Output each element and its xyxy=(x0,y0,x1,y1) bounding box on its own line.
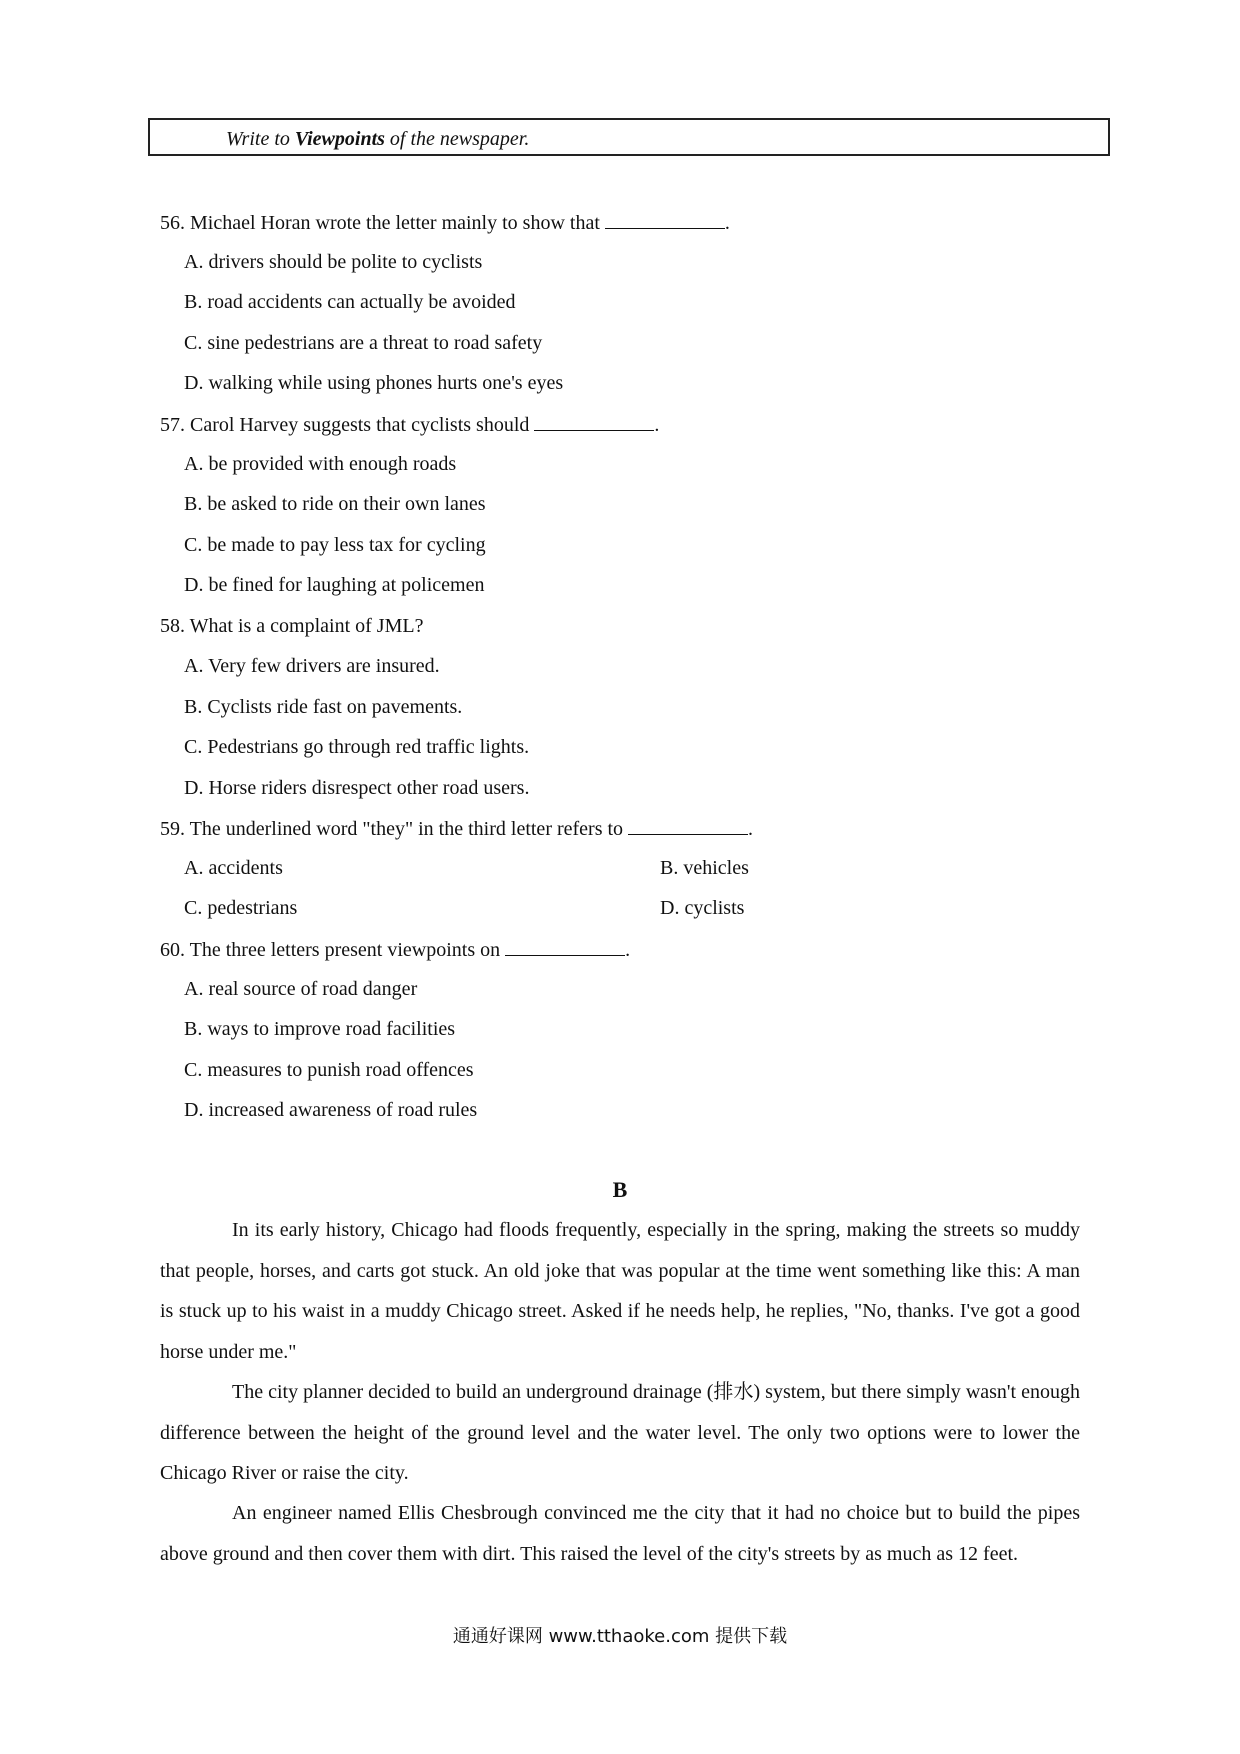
paragraph-1: In its early history, Chicago had floods frequently, especially in the spring, making the streets so muddy that people, horses, and carts got stuck. An old joke that was popular at the time went something like this: A man is stuck up to his waist in a muddy Chicago street. Asked if he needs help, he replies, "No, thanks. I've got a good horse under me." xyxy=(160,1219,1080,1363)
paragraph-3: An engineer named Ellis Chesbrough convinced me the city that it had no choice but to build the pipes above ground and then cover them with dirt. This raised the level of the city's streets by as much as 12 feet. xyxy=(160,1502,1080,1565)
answer-blank xyxy=(505,937,625,956)
question-punct: . xyxy=(748,818,754,840)
question-57-option-c: C. be made to pay less tax for cycling xyxy=(184,534,486,556)
question-text: 57. Carol Harvey suggests that cyclists should xyxy=(160,414,535,436)
answer-blank xyxy=(628,816,748,835)
question-60-option-b: B. ways to improve road facilities xyxy=(184,1018,456,1040)
question-punct: . xyxy=(625,939,631,961)
question-60-option-d: D. increased awareness of road rules xyxy=(184,1099,478,1121)
box-bold: Viewpoints xyxy=(294,128,385,150)
boxed-instruction-text xyxy=(226,128,529,151)
question-57-option-d: D. be fined for laughing at policemen xyxy=(184,574,485,596)
question-59-option-a: A. accidents xyxy=(184,857,283,879)
question-57-option-b: B. be asked to ride on their own lanes xyxy=(184,493,486,515)
question-text: 60. The three letters present viewpoints on xyxy=(160,939,506,961)
question-59-stem xyxy=(160,816,753,841)
question-text: 56. Michael Horan wrote the letter mainly to show that xyxy=(160,212,605,234)
question-56-stem xyxy=(160,210,730,235)
question-56-option-c: C. sine pedestrians are a threat to road safety xyxy=(184,332,543,354)
answer-blank xyxy=(605,210,725,229)
question-57-option-a: A. be provided with enough roads xyxy=(184,453,457,475)
question-56-option-b: B. road accidents can actually be avoided xyxy=(184,291,516,313)
question-text: 59. The underlined word "they" in the third letter refers to xyxy=(160,818,629,840)
question-58-stem: 58. What is a complaint of JML? xyxy=(160,615,424,637)
question-59-option-b: B. vehicles xyxy=(660,857,749,879)
question-58-option-a: A. Very few drivers are insured. xyxy=(184,655,440,677)
question-60-stem xyxy=(160,937,630,962)
question-57-stem xyxy=(160,412,659,437)
question-punct: . xyxy=(724,212,730,234)
footer-credit: 通通好课网 www.tthaoke.com 提供下载 xyxy=(452,1626,788,1647)
question-56-option-d: D. walking while using phones hurts one's eyes xyxy=(184,372,564,394)
box-prefix: Write to xyxy=(226,128,295,150)
question-60-option-c: C. measures to punish road offences xyxy=(184,1059,474,1081)
question-58-option-b: B. Cyclists ride fast on pavements. xyxy=(184,696,463,718)
answer-blank xyxy=(534,412,654,431)
section-heading: B xyxy=(612,1177,628,1202)
question-58-option-d: D. Horse riders disrespect other road users. xyxy=(184,777,530,799)
question-59-option-c: C. pedestrians xyxy=(184,897,298,919)
question-59-option-d: D. cyclists xyxy=(660,897,745,919)
question-punct: . xyxy=(654,414,660,436)
boxed-instruction xyxy=(148,118,1110,156)
paragraph-2: The city planner decided to build an underground drainage (排水) system, but there simply wasn't enough difference between the height of the ground level and the water level. The only two options were to lower the Chicago River or raise the city. xyxy=(160,1381,1080,1484)
box-suffix: of the newspaper. xyxy=(384,128,530,150)
question-56-option-a: A. drivers should be polite to cyclists xyxy=(184,251,483,273)
question-58-option-c: C. Pedestrians go through red traffic lights. xyxy=(184,736,530,758)
question-60-option-a: A. real source of road danger xyxy=(184,978,418,1000)
